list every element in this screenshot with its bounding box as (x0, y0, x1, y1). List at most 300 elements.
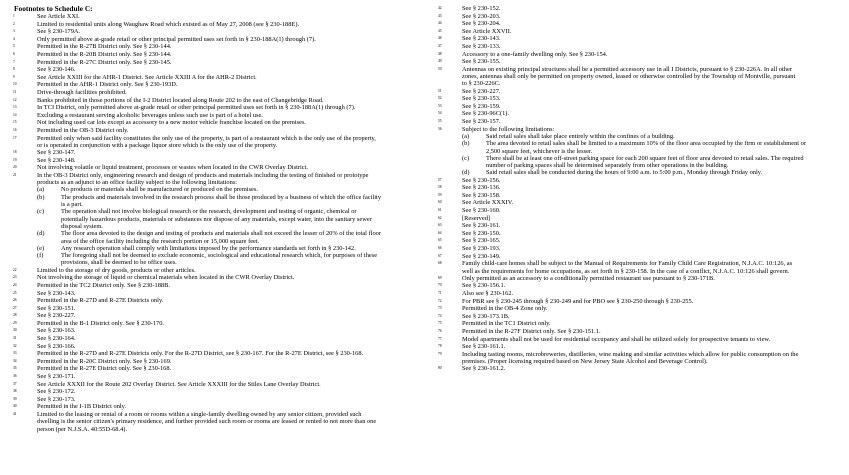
footnote-text: See § 230-153. (462, 95, 501, 103)
footnote-body (462, 253, 843, 260)
footnote-item (13, 320, 425, 328)
footnote-number: 66 (438, 246, 442, 251)
subitem-text: area of the office facility including the research portion or 15,000 square feet. (61, 237, 260, 245)
subitem-text: number of parking spaces shall be determined separately from other operations in the building. (486, 162, 729, 170)
footnote-item (13, 81, 425, 89)
footnote-body (462, 35, 843, 42)
subitem-letter: (e) (37, 244, 45, 252)
footnote-item (13, 403, 425, 411)
footnote-body (37, 320, 425, 327)
footnote-text: Excluding a restaurant serving alcoholic beverages unless such use is part of a hotel use. (37, 111, 263, 119)
footnote-number: 17 (13, 135, 17, 140)
footnote-body (37, 66, 425, 73)
footnote-item (438, 177, 843, 185)
subitem-text: potentially hazardous products, materials or substances nor dispose of any materials, except water, into the sanitary sewer (61, 215, 372, 223)
footnote-body (462, 222, 843, 229)
footnote-text: Permitted in the AHR-1 District only. See § 230-193D. (37, 81, 178, 89)
footnote-body (462, 199, 843, 206)
footnote-subitem (37, 245, 425, 252)
footnote-body (37, 297, 425, 304)
footnote-item (438, 184, 843, 192)
footnote-number: 30 (13, 328, 17, 333)
footnote-number: 47 (438, 43, 442, 48)
footnote-item (438, 118, 843, 126)
footnote-text: See § 230-179A. (37, 28, 81, 36)
footnotes-column-right (438, 5, 843, 373)
footnote-number: 52 (438, 96, 442, 101)
footnote-item (438, 320, 843, 328)
footnote-text: See § 230-96C(1). (462, 110, 510, 118)
footnote-number: 3 (13, 29, 15, 34)
footnote-number: 64 (438, 230, 442, 235)
footnote-subitem (462, 140, 843, 155)
footnote-body (462, 351, 843, 366)
footnote-number: 76 (438, 328, 442, 333)
footnote-text: See § 230-143. (37, 289, 76, 297)
footnote-number: 38 (13, 389, 17, 394)
footnote-number: 7 (13, 59, 15, 64)
subitem-letter: (b) (462, 140, 470, 148)
footnote-subitem (37, 230, 425, 245)
footnote-body (462, 275, 843, 282)
footnotes-column-left (13, 13, 425, 433)
footnote-body (462, 336, 843, 343)
subitem-body (61, 194, 425, 209)
footnote-item (438, 260, 843, 275)
footnote-text: Also see § 230-162. (462, 290, 514, 297)
footnote-body (462, 66, 843, 88)
footnote-number: 40 (13, 404, 17, 409)
footnote-number: 62 (438, 215, 442, 220)
footnote-text: See Article XXIII for the AHR-1 District. See Article XXIII A for the AHR-2 District. (37, 73, 257, 81)
subitem-body (486, 169, 843, 176)
footnote-number: 25 (13, 290, 17, 295)
footnote-text: Not including used car lots except as accessory to a new motor vehicle franchise located on the premises. (37, 119, 307, 127)
footnote-body (37, 36, 425, 43)
footnote-body (37, 127, 425, 134)
footnote-item (13, 358, 425, 366)
footnote-subitem (462, 133, 843, 140)
subitem-letter: (a) (37, 186, 45, 194)
footnote-text: premises. (Proper licensing required based on New Jersey State Alcohol and Beverage Control). (462, 358, 708, 366)
footnote-body (37, 403, 425, 410)
footnote-number: 29 (13, 320, 17, 325)
footnote-text: See § 230-160. (462, 207, 501, 215)
footnote-number: 43 (438, 13, 442, 18)
footnote-item (13, 373, 425, 381)
footnote-item (438, 215, 843, 223)
footnote-text: Limited to residential units along Waughaw Road which existed as of May 27, 2008 (see § 230-188E). (37, 20, 300, 28)
footnote-body (462, 305, 843, 312)
footnote-text: See § 230-151. (37, 304, 76, 312)
footnote-text: See Article XXXIV. (462, 199, 514, 207)
footnote-number: 63 (438, 223, 442, 228)
footnote-number: 24 (13, 282, 17, 287)
footnote-number: 28 (13, 313, 17, 318)
footnote-body (37, 59, 425, 66)
footnote-text: [Reserved] (462, 214, 491, 222)
footnote-body (37, 51, 425, 58)
footnote-text: See § 230-173.1B. (462, 312, 510, 320)
footnote-body (37, 119, 425, 126)
footnote-number: 80 (438, 366, 442, 371)
footnote-body (37, 89, 425, 96)
footnote-body (37, 335, 425, 342)
footnote-body (462, 290, 843, 297)
footnote-text: or is operated in conjunction with a package liquor store which is the only use of the property. (37, 141, 278, 149)
footnote-item (438, 290, 843, 298)
footnote-item (438, 126, 843, 177)
footnote-text: Not involving volatile or liquid treatment, processes or wastes when located in the CWR Overlay District. (37, 164, 309, 172)
subitem-text: 2,500 square feet, whichever is the lesser. (486, 147, 593, 155)
footnote-number: 79 (438, 351, 442, 356)
footnote-item (13, 172, 425, 267)
footnote-item (438, 253, 843, 261)
footnote-body (462, 237, 843, 244)
footnote-number: 42 (438, 6, 442, 10)
footnote-number: 11 (13, 89, 17, 94)
footnote-text: See § 230-163. (37, 327, 76, 335)
footnote-body (37, 13, 425, 20)
footnote-number: 36 (13, 374, 17, 379)
footnote-number: 71 (438, 291, 442, 295)
footnote-item (438, 275, 843, 283)
footnote-text: Subject to the following limitations: (462, 125, 555, 133)
subitem-body (486, 155, 843, 170)
footnote-subitem (462, 155, 843, 170)
footnote-number: 16 (13, 127, 17, 132)
footnote-body (462, 298, 843, 305)
footnote-number: 37 (13, 381, 17, 386)
subitem-text: Said retail sales shall take place entirely within the confines of a building. (486, 132, 675, 140)
footnote-text: See § 230-143. (462, 35, 501, 43)
footnote-item (438, 35, 843, 43)
footnote-text: See § 230-158. (462, 191, 501, 199)
footnote-item (13, 135, 425, 150)
footnote-text: In TCI District, only permitted above at-grade retail or other principal permitted uses set forth in § 230-188A(1) through (7). (37, 104, 356, 112)
footnote-text: Not involving the storage of liquid or chemical materials when located in the CWR Overlay District. (37, 274, 295, 282)
footnote-body (37, 290, 425, 297)
footnote-number: 1 (13, 14, 15, 18)
footnote-item (13, 157, 425, 165)
footnote-item (13, 297, 425, 305)
footnote-text: Only permitted as an accessory to a conditionally permitted restaurant use pursuant to § 230-171B. (462, 274, 715, 282)
footnote-text: Permitted in the R-27F District only. See § 230-151.1. (462, 327, 601, 335)
footnote-item (13, 89, 425, 97)
footnote-item (438, 103, 843, 111)
footnote-number: 60 (438, 200, 442, 205)
subitem-body (486, 133, 843, 140)
footnote-item (13, 365, 425, 373)
footnote-number: 65 (438, 238, 442, 243)
footnote-body (37, 373, 425, 380)
footnote-body (37, 396, 425, 403)
footnote-number: 9 (13, 74, 15, 79)
footnote-text: Model apartments shall not be used for residential occupancy and shall be utilized solely for prospective tenants to view. (462, 335, 771, 343)
footnote-number: 45 (438, 28, 442, 33)
footnote-item (438, 207, 843, 215)
footnote-text: zones, antennas shall only be permitted on property owned, leased or otherwise controlled by the Township of Montville, pursuant (462, 73, 796, 81)
footnote-body (462, 110, 843, 117)
footnote-item (13, 411, 425, 433)
footnote-body (462, 118, 843, 125)
footnote-text: See § 230-164. (37, 335, 76, 343)
footnote-text: well as the requirements for home occupations, as set forth in § 230-158. In the case of a conflict, N.J.A.C. 10:126 shall govern. (462, 267, 790, 275)
footnote-item (438, 20, 843, 28)
footnote-item (13, 51, 425, 59)
footnote-item (13, 36, 425, 44)
subitem-body (61, 245, 425, 252)
footnote-number: 27 (13, 305, 17, 310)
footnote-item (13, 149, 425, 157)
footnote-text: products as an adjunct to an office facility subject to the following limitations: (37, 179, 238, 187)
subitem-text: The floor area devoted to the design and testing of products and materials shall not exceed the lesser of 20% of the total floor (61, 230, 381, 238)
subitem-text: Any research operation shall comply with limitations imposed by the performance standards set forth in § 230-142. (61, 244, 356, 252)
footnote-body (37, 104, 425, 111)
footnote-body (37, 21, 425, 28)
footnote-body (462, 282, 843, 289)
footnote-number: 54 (438, 111, 442, 116)
footnote-text: For PBR see § 230-245 through § 230-249 and for PBO see § 230-250 through § 230-255. (462, 297, 694, 305)
footnote-body (37, 112, 425, 119)
footnote-body (462, 51, 843, 58)
footnote-text: See § 230-136. (462, 184, 501, 192)
footnote-item (13, 21, 425, 29)
footnote-text: See § 230-193. (462, 245, 501, 253)
footnote-item (13, 282, 425, 290)
footnote-item (438, 230, 843, 238)
subitem-letter: (a) (462, 132, 470, 140)
footnote-text: See Article XXXII for the Route 202 Overlay District. See Article XXXIII for the Stiles Lane Overlay District. (37, 380, 321, 388)
footnote-number: 4 (13, 36, 15, 41)
subitem-letter: (d) (462, 169, 470, 177)
document-title: Footnotes to Schedule C: (14, 4, 93, 13)
footnote-item (438, 343, 843, 351)
footnote-text: Permitted in the R-27D and R-27E Districts only. (37, 297, 164, 305)
footnote-item (13, 59, 425, 67)
footnote-body (462, 43, 843, 50)
footnote-text: Accessory to a one-family dwelling only. See § 230-154. (462, 50, 608, 58)
footnote-text: See § 230-172. (37, 388, 76, 396)
footnote-text: Permitted in the OB-4 Zone only. (462, 305, 548, 313)
footnote-body (37, 74, 425, 81)
footnote-item (438, 222, 843, 230)
footnote-item (438, 5, 843, 13)
footnote-body (37, 282, 425, 289)
footnote-body (462, 320, 843, 327)
footnote-text: Permitted in the I-1B District only. (37, 403, 127, 411)
footnote-number: 53 (438, 103, 442, 108)
footnote-item (13, 335, 425, 343)
footnote-text: Permitted in the R-27D and R-27E Districts only. For the R-27D District, see § 230-167. For the R-27E District, see § 230-168. (37, 350, 364, 358)
footnote-item (438, 192, 843, 200)
footnote-number: 35 (13, 366, 17, 371)
footnote-item (13, 312, 425, 320)
footnote-number: 73 (438, 306, 442, 311)
footnote-text: Permitted in the R-27C District only. See § 230-145. (37, 58, 172, 66)
footnote-text: See § 230-161.1. (462, 343, 506, 351)
footnote-item (13, 396, 425, 404)
footnote-body (462, 13, 843, 20)
footnote-body (37, 365, 425, 372)
footnote-text: See § 230-149. (462, 252, 501, 260)
footnote-text: Permitted in the R-27B District only. See § 230-144. (37, 43, 172, 51)
footnote-item (438, 13, 843, 21)
footnote-number: 10 (13, 82, 17, 87)
footnote-item (438, 305, 843, 313)
footnote-number: 58 (438, 185, 442, 190)
subitem-body (61, 208, 425, 230)
footnote-number: 50 (438, 66, 442, 71)
footnote-text: See § 230-227. (37, 312, 76, 320)
footnote-text: Permitted in the TC2 District only. See § 230-188B. (37, 281, 170, 289)
footnote-body (462, 58, 843, 65)
footnote-body (37, 388, 425, 395)
footnote-number: 56 (438, 126, 442, 131)
footnote-text: person (per N.J.S.A. 40:55D-68.4). (37, 425, 127, 433)
footnote-number: 75 (438, 321, 442, 326)
footnote-item (438, 28, 843, 36)
footnote-body (462, 215, 843, 222)
footnote-text: See Article XXI. (37, 13, 80, 20)
footnote-body (37, 81, 425, 88)
subitem-letter: (d) (37, 230, 45, 238)
footnote-text: See § 230-147. (37, 149, 76, 157)
footnote-body (37, 149, 425, 156)
footnote-number: 49 (438, 59, 442, 64)
footnote-body (462, 245, 843, 252)
footnote-text: See Article XXVII. (462, 27, 512, 35)
footnote-body (462, 192, 843, 199)
footnote-text: Limited to the storage of dry goods, products or other articles. (37, 266, 196, 274)
footnote-item (13, 97, 425, 105)
footnote-item (13, 274, 425, 282)
footnote-number: 34 (13, 358, 17, 363)
footnote-body (37, 312, 425, 319)
footnote-number: 21 (13, 172, 17, 177)
footnote-number: 22 (13, 267, 17, 272)
footnote-text: In the OB-3 District only, engineering research and design of products and materials including the testing of finished or prototype (37, 171, 369, 179)
footnote-number: 2 (13, 21, 15, 26)
footnote-text: See § 230-157. (462, 118, 501, 126)
footnote-body (37, 327, 425, 334)
footnote-text: to § 230-226C. (462, 80, 501, 88)
footnote-item (13, 388, 425, 396)
footnote-text: See § 230-171. (37, 373, 76, 381)
footnote-text: Permitted in the TC1 District only. (462, 320, 551, 328)
subitem-letter: (b) (37, 193, 45, 201)
footnote-item (438, 365, 843, 373)
footnote-text: See § 230-161.2. (462, 365, 506, 373)
footnote-body (37, 97, 425, 104)
footnote-number: 5 (13, 44, 15, 49)
footnote-number: 20 (13, 165, 17, 170)
footnote-item (13, 119, 425, 127)
footnote-item (438, 328, 843, 336)
footnote-text: See § 230-156.1. (462, 282, 506, 290)
footnote-text: See § 230-159. (462, 102, 501, 110)
footnote-number: 78 (438, 344, 442, 349)
subitem-text: provisions, shall be deemed to be office uses. (61, 259, 177, 267)
footnote-body (462, 313, 843, 320)
footnote-text: See § 230-161. (462, 222, 501, 230)
footnote-subitem (462, 169, 843, 176)
footnote-number: 68 (438, 261, 442, 266)
footnote-body (462, 5, 843, 12)
footnote-body (37, 305, 425, 312)
footnote-body (462, 365, 843, 372)
footnote-item (438, 351, 843, 366)
footnote-body (462, 126, 843, 177)
subitem-text: No products or materials shall be manufactured or produced on the premises. (61, 186, 258, 194)
footnote-body (37, 381, 425, 388)
footnote-number: 46 (438, 36, 442, 41)
footnote-text: Permitted in the R-20C District only. See § 230-169. (37, 357, 172, 365)
footnote-item (438, 336, 843, 344)
footnote-number: 32 (13, 343, 17, 348)
footnote-body (462, 20, 843, 27)
footnote-text: See § 230-227. (462, 87, 501, 95)
footnote-number: 23 (13, 275, 17, 280)
footnote-text: Permitted in the R-27E District only. See § 230-168. (37, 365, 172, 373)
footnote-item (13, 28, 425, 36)
footnote-number: 33 (13, 351, 17, 356)
subitem-text: There shall be at least one off-street parking space for each 200 square feet of floor area devoted to retail sales. The required (486, 154, 804, 162)
footnote-item (13, 43, 425, 51)
footnote-item (438, 58, 843, 66)
footnote-number: 72 (438, 298, 442, 303)
footnote-subitem (37, 186, 425, 193)
subitem-body (486, 140, 843, 155)
footnote-subitem (37, 194, 425, 209)
footnote-item (13, 267, 425, 275)
footnote-number: 18 (13, 150, 17, 155)
footnote-text: See § 230-152. (462, 5, 501, 12)
footnote-body (37, 172, 425, 267)
footnote-number: 51 (438, 88, 442, 93)
footnote-body (37, 28, 425, 35)
footnote-item (13, 104, 425, 112)
footnote-body (462, 103, 843, 110)
footnote-number: 44 (438, 21, 442, 26)
footnote-number: 57 (438, 177, 442, 182)
footnote-item (13, 13, 425, 21)
footnote-text: Permitted in the R-20B District only. See § 230-144. (37, 50, 172, 58)
footnote-item (438, 313, 843, 321)
footnote-number: 26 (13, 298, 17, 303)
subitem-text: disposal system. (61, 222, 103, 230)
footnote-number: 55 (438, 119, 442, 124)
footnote-text: Banks prohibited in those portions of the I-2 District located along Route 202 to the east of Changebridge Road. (37, 96, 324, 104)
footnote-text: Only permitted above at-grade retail or other principal permitted uses set forth in § 230-188A(1) through (7). (37, 35, 316, 43)
footnote-item (13, 327, 425, 335)
footnote-item (13, 164, 425, 172)
footnote-text: dwelling is the senior citizen's primary residence, and further provided such room or rooms are leased or rented to not more than one (37, 418, 377, 426)
footnote-number: 61 (438, 208, 442, 213)
footnote-item (438, 237, 843, 245)
footnote-subitem (37, 252, 425, 267)
footnote-body (37, 43, 425, 50)
footnote-text: Limited to the leasing or rental of a room or rooms within a single-family dwelling owned by any senior citizen, provided such (37, 411, 362, 419)
footnote-text: See § 230-133. (462, 42, 501, 50)
footnote-text: Family child-care homes shall be subject to the Manual of Requirements for Family Child Care Registration, N.J.A.C. 10:126, as (462, 260, 793, 268)
footnote-item (13, 343, 425, 351)
subitem-letter: (c) (462, 154, 470, 162)
footnote-number: 70 (438, 283, 442, 288)
footnote-body (462, 207, 843, 214)
footnote-text: See § 230-146. (37, 66, 76, 74)
footnote-text: See § 230-203. (462, 12, 501, 20)
